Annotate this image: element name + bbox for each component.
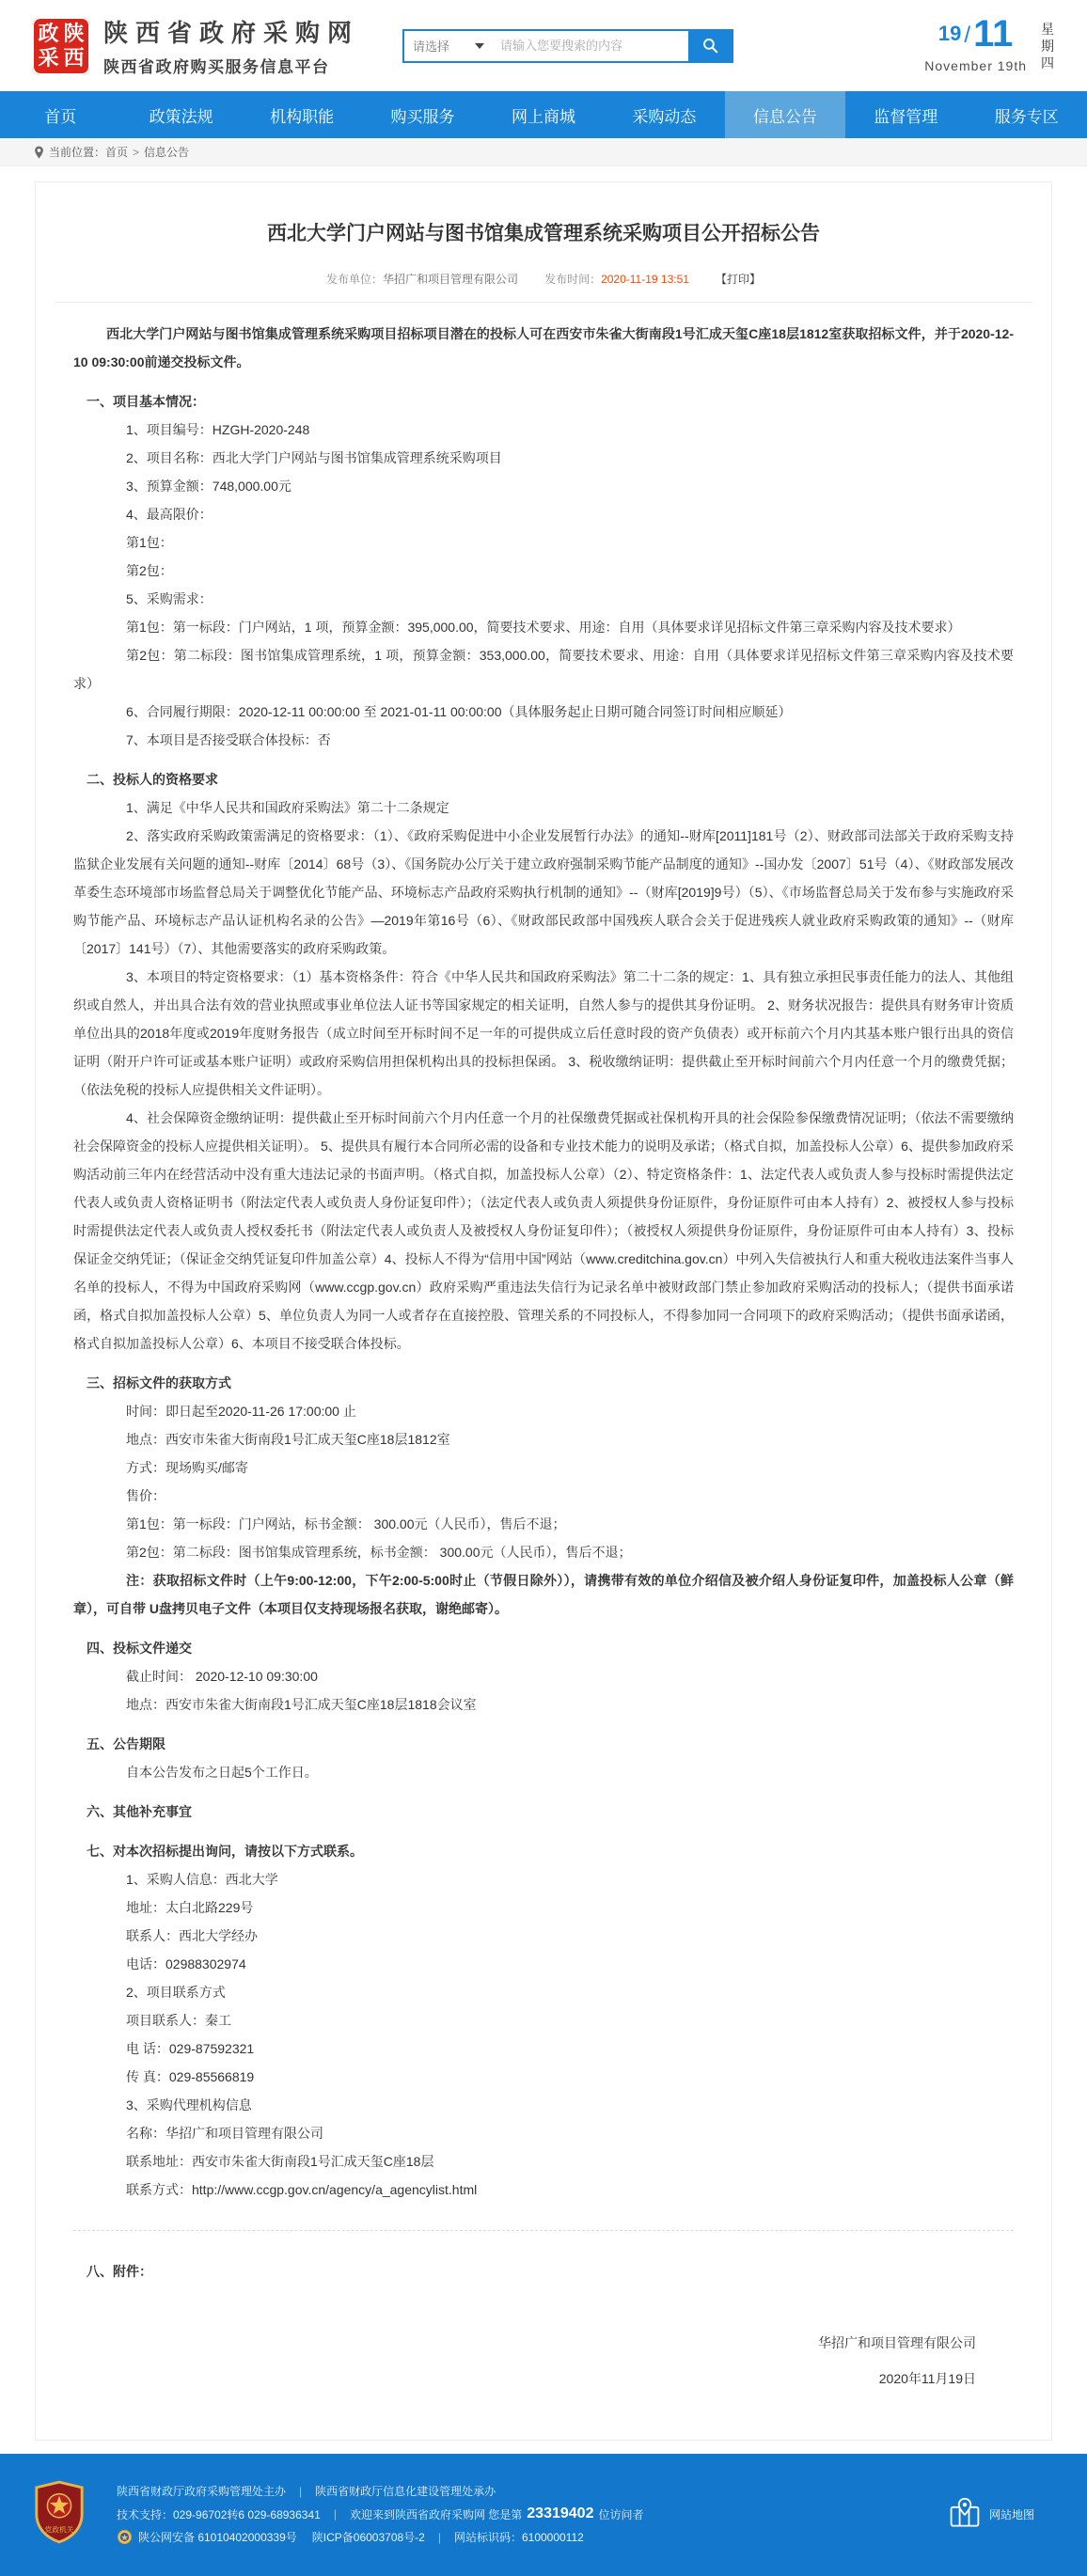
article-paragraph: 时间：即日起至2020-11-26 17:00:00 止: [126, 1404, 356, 1419]
article-paragraph: 1、项目编号：HZGH-2020-248: [126, 422, 310, 437]
publisher-value: 华招广和项目管理有限公司: [383, 273, 519, 286]
footer-welcome-prefix: 欢迎来到陕西省政府采购网 您是第: [349, 2507, 523, 2521]
article-paragraph: 联系人：西北大学经办: [126, 1928, 258, 1943]
article-paragraph: 第1包：: [126, 535, 173, 550]
sitemap-label: 网站地图: [988, 2507, 1034, 2521]
footer-welcome-suffix: 位访问者: [598, 2507, 644, 2521]
article-paragraph: 联系地址：西安市朱雀大街南段1号汇成天玺C座18层: [126, 2154, 434, 2169]
article-paragraph: 第2包：第二标段：图书馆集成管理系统，1 项，预算金额：353,000.00，简要技术要求、用途：自用（具体要求详见招标文件第三章采购内容及技术要求）: [73, 648, 1014, 691]
signature-company: 华招广和项目管理有限公司: [818, 2335, 976, 2350]
visitor-count: 23319402: [527, 2505, 594, 2521]
section-heading: 八、附件：: [87, 2264, 152, 2279]
article-paragraph: 电话：02988302974: [126, 1956, 246, 1971]
article-paragraph: 3、采购代理机构信息: [126, 2097, 252, 2113]
article-paragraph: 3、本项目的特定资格要求：（1）基本资格条件：符合《中华人民共和国政府采购法》第二十二条的规定：1、具有独立承担民事责任能力的法人、其他组织或自然人，并出具合法有效的营业执照或事业单位法人证书等国家规定的相关证明，自然人参与的提供其身份证明。 2、财务状况报告：提供具有财务审计资质单位出具的2018年度或2019年度财务报告（成立时间至开标时间不足一年的可提供成立后任意时段的资产负债表）或开标前六个月内其基本账户银行出具的资信证明（附开户许可证或基本账户证明）或政府采购信用担保机构出具的投标担保函。 3、税收缴纳证明：提供截止至开标时间前六个月内任意一个月的缴费凭据；（依法免税的投标人应提供相关文件证明）。: [73, 969, 1014, 1097]
article-paragraph: 传 真：029-85566819: [126, 2069, 255, 2084]
article-paragraph: 名称：华招广和项目管理有限公司: [126, 2126, 323, 2141]
section-heading: 二、投标人的资格要求: [87, 772, 218, 787]
page-header: [0, 0, 1087, 91]
footer-host-left: 陕西省财政厅政府采购管理处主办: [117, 2485, 287, 2498]
sitemap-button[interactable]: [948, 2497, 1034, 2531]
article-paragraph: 2、落实政府采购政策需满足的资格要求：（1）、《政府采购促进中小企业发展暂行办法》的通知--财库[2011]181号（2）、财政部司法部关于政府采购支持监狱企业发展有关问题的通知--财库〔2014〕68号（3）、《国务院办公厅关于建立政府强制采购节能产品制度的通知》--国办发〔2007〕51号（4）、《财政部发展改革委生态环境部市场监督总局关于调整优化节能产品、环境标志产品政府采购执行机制的通知》--（财库[2019]9号）（5）、《市场监督总局关于发布参与实施政府采购节能产品、环境标志产品认证机构名录的公告》—2019年第16号（6）、《财政部民政部中国残疾人联合会关于促进残疾人就业政府采购政策的通知》--（财库〔2017〕141号）（7）、其他需要落实的政府采购政策。: [73, 828, 1014, 956]
police-badge-icon: [117, 2529, 133, 2545]
breadcrumb-current-link[interactable]: 信息公告: [144, 146, 190, 159]
site-code: 网站标识码：6100000112: [453, 2531, 584, 2544]
article-paragraph: 7、本项目是否接受联合体投标：否: [126, 732, 331, 747]
logo-char: 政: [38, 21, 59, 45]
article-paragraph: 截止时间： 2020-12-10 09:30:00: [126, 1669, 318, 1684]
print-button[interactable]: 【打印】: [715, 273, 761, 286]
nav-item-7[interactable]: 监督管理: [874, 107, 938, 126]
article-paragraph: 6、合同履行期限：2020-12-11 00:00:00 至 2021-01-11 00:00:00（具体服务起止日期可随合同签订时间相应顺延）: [126, 704, 792, 719]
article-paragraph: 2、项目联系方式: [126, 1985, 226, 2000]
article-paragraph: 地点：西安市朱雀大街南段1号汇成天玺C座18层1818会议室: [126, 1697, 477, 1712]
nav-item-8[interactable]: 服务专区: [994, 107, 1059, 126]
nav-item-1[interactable]: 政策法规: [149, 107, 213, 126]
logo-char: 采: [38, 45, 59, 70]
site-names: [103, 14, 359, 77]
article-paragraph: 联系方式：http://www.ccgp.gov.cn/agency/a_agencylist.html: [126, 2182, 478, 2197]
page-footer: [0, 2454, 1087, 2576]
footer-separator: |: [299, 2484, 303, 2498]
date-slash: /: [964, 23, 971, 48]
article-paragraph: 第1包：第一标段：门户网站，1 项，预算金额：395,000.00，简要技术要求、用途：自用（具体要求详见招标文件第三章采购内容及技术要求）: [126, 620, 961, 635]
search-bar: [402, 29, 733, 63]
logo-char: 西: [63, 45, 85, 70]
footer-line-hosts: [117, 2483, 948, 2499]
footer-host-right: 陕西省财政厅信息化建设管理处承办: [315, 2485, 496, 2498]
site-subtitle: 陕西省政府购买服务信息平台: [103, 58, 330, 76]
article-meta: [55, 248, 1032, 303]
shield-caption: 党政机关: [44, 2524, 74, 2534]
announcement-panel: [35, 181, 1052, 2441]
search-button[interactable]: [688, 31, 732, 61]
section-heading: 五、公告期限: [87, 1736, 165, 1751]
footer-line-beian: [117, 2529, 948, 2545]
section-heading: 四、投标文件递交: [87, 1641, 192, 1656]
article-paragraph: 地址：太白北路229号: [126, 1900, 254, 1915]
nav-item-0[interactable]: 首页: [44, 107, 77, 126]
date-english: November 19th: [924, 58, 1027, 73]
article-paragraph: 第2包：第二标段：图书馆集成管理系统，标书金额： 300.00元（人民币），售后不退；: [126, 1545, 632, 1560]
article-paragraph: 自本公告发布之日起5个工作日。: [126, 1765, 318, 1780]
police-beian-link[interactable]: 陕公网安备 61010402000339号: [138, 2531, 297, 2544]
article-paragraph: 4、最高限价：: [126, 507, 213, 522]
article-paragraph: 3、预算金额：748,000.00元: [126, 479, 291, 494]
search-select-value: 请选择: [413, 39, 450, 54]
search-category-select[interactable]: [404, 31, 493, 61]
sitemap-icon: [948, 2497, 982, 2531]
location-pin-icon: [34, 146, 44, 159]
date-widget: [924, 13, 1055, 73]
icp-beian-link[interactable]: 陕ICP备06003708号-2: [311, 2531, 425, 2544]
nav-item-5[interactable]: 采购动态: [632, 107, 697, 126]
article-body: [55, 303, 1032, 2285]
publisher-label: 发布单位：: [326, 273, 384, 286]
section-divider: [73, 2230, 1014, 2231]
breadcrumb-prefix: 当前位置：: [49, 146, 106, 159]
footer-line-support: [117, 2505, 948, 2522]
site-title: 陕西省政府采购网: [103, 19, 360, 47]
article-paragraph: 地点：西安市朱雀大街南段1号汇成天玺C座18层1812室: [126, 1432, 450, 1447]
footer-separator: |: [333, 2507, 337, 2521]
article-paragraph: 5、采购需求：: [126, 591, 213, 606]
article-paragraph: 第2包：: [126, 563, 173, 578]
nav-item-3[interactable]: 购买服务: [390, 107, 455, 126]
article-paragraph: 注：获取招标文件时（上午9:00-12:00，下午2:00-5:00时止（节假日除外）），请携带有效的单位介绍信及被介绍人身份证复印件，加盖投标人公章（鲜章），可自带 U盘拷贝电子文件（本项目仅支持现场报名获取，谢绝邮寄）。: [73, 1573, 1014, 1616]
nav-item-6[interactable]: 信息公告: [725, 91, 845, 138]
chevron-down-icon: [475, 43, 484, 49]
main-nav: [0, 91, 1087, 138]
breadcrumb-separator: >: [133, 145, 140, 159]
nav-item-4[interactable]: 网上商城: [511, 107, 575, 126]
government-shield-icon: [32, 2480, 87, 2549]
date-day: 19: [937, 22, 962, 45]
article-paragraph: 西北大学门户网站与图书馆集成管理系统采购项目招标项目潜在的投标人可在西安市朱雀大街南段1号汇成天玺C座18层1812室获取招标文件，并于2020-12-10 09:30:00前递交投标文件。: [73, 326, 1014, 369]
search-input[interactable]: [493, 31, 688, 61]
signature-block: [55, 2285, 1032, 2396]
logo-char: 陕: [63, 21, 85, 45]
breadcrumb-home-link[interactable]: 首页: [105, 146, 129, 159]
weekday-label: 星期四: [1041, 21, 1054, 71]
section-heading: 三、招标文件的获取方式: [87, 1375, 231, 1390]
article-paragraph: 4、社会保障资金缴纳证明：提供截止至开标时间前六个月内任意一个月的社保缴费凭据或社保机构开具的社会保险参保缴费情况证明；（依法不需要缴纳社会保障资金的投标人应提供相关证明）。 5、提供具有履行本合同所必需的设备和专业技术能力的说明及承诺；（格式自拟，加盖投标人公章）6、提供参加政府采购活动前三年内在经营活动中没有重大违法记录的书面声明。（格式自拟，加盖投标人公章）（2）、特定资格条件：1、法定代表人或负责人参与投标时需提供法定代表人或负责人资格证明书（附法定代表人或负责人身份证复印件）；（法定代表人或负责人须提供身份证原件，身份证原件可由本人持有）2、被授权人参与投标时需提供法定代表人或负责人授权委托书（附法定代表人或负责人及被授权人身份证复印件）；（被授权人须提供身份证原件，身份证原件可由本人持有）3、投标保证金交纳凭证；（保证金交纳凭证复印件加盖公章）4、投标人不得为“信用中国”网站（www.creditchina.gov.cn）中列入失信被执行人和重大税收违法案件当事人名单的投标人，不得为中国政府采购网（www.ccgp.gov.cn）政府采购严重违法失信行为记录名单中被财政部门禁止参加政府采购活动的投标人；（提供书面承诺函，格式自拟加盖投标人公章）5、单位负责人为同一人或者存在直接控股、管理关系的不同投标人，不得参加同一合同项下的政府采购活动；（提供书面承诺函，格式自拟加盖投标人公章）6、本项目不接受联合体投标。: [73, 1110, 1014, 1351]
article-paragraph: 项目联系人：秦工: [126, 2013, 231, 2028]
section-heading: 一、项目基本情况：: [87, 394, 205, 409]
footer-tech-support: 技术支持：029-96702转6 029-68936341: [117, 2507, 321, 2521]
search-icon: [701, 37, 719, 55]
page-title: 西北大学门户网站与图书馆集成管理系统采购项目公开招标公告: [267, 223, 820, 244]
site-logo: [32, 17, 90, 75]
date-month: 11: [973, 13, 1014, 55]
article-paragraph: 1、采购人信息：西北大学: [126, 1872, 278, 1887]
article-paragraph: 电 话：029-87592321: [126, 2041, 255, 2056]
section-heading: 七、对本次招标提出询问，请按以下方式联系。: [87, 1844, 363, 1859]
article-paragraph: 售价：: [126, 1488, 165, 1503]
publish-time-value: 2020-11-19 13:51: [601, 273, 689, 286]
nav-item-2[interactable]: 机构职能: [270, 107, 335, 126]
article-paragraph: 2、项目名称：西北大学门户网站与图书馆集成管理系统采购项目: [126, 450, 502, 465]
publish-time-label: 发布时间：: [544, 273, 602, 286]
article-paragraph: 1、满足《中华人民共和国政府采购法》第二十二条规定: [126, 800, 449, 815]
breadcrumb: [0, 138, 1087, 166]
article-paragraph: 第1包：第一标段：门户网站，标书金额： 300.00元（人民币），售后不退；: [126, 1516, 566, 1531]
article-paragraph: 方式：现场购买/邮寄: [126, 1460, 248, 1475]
footer-separator: |: [437, 2530, 441, 2544]
section-heading: 六、其他补充事宜: [87, 1804, 192, 1819]
signature-date: 2020年11月19日: [878, 2371, 976, 2386]
